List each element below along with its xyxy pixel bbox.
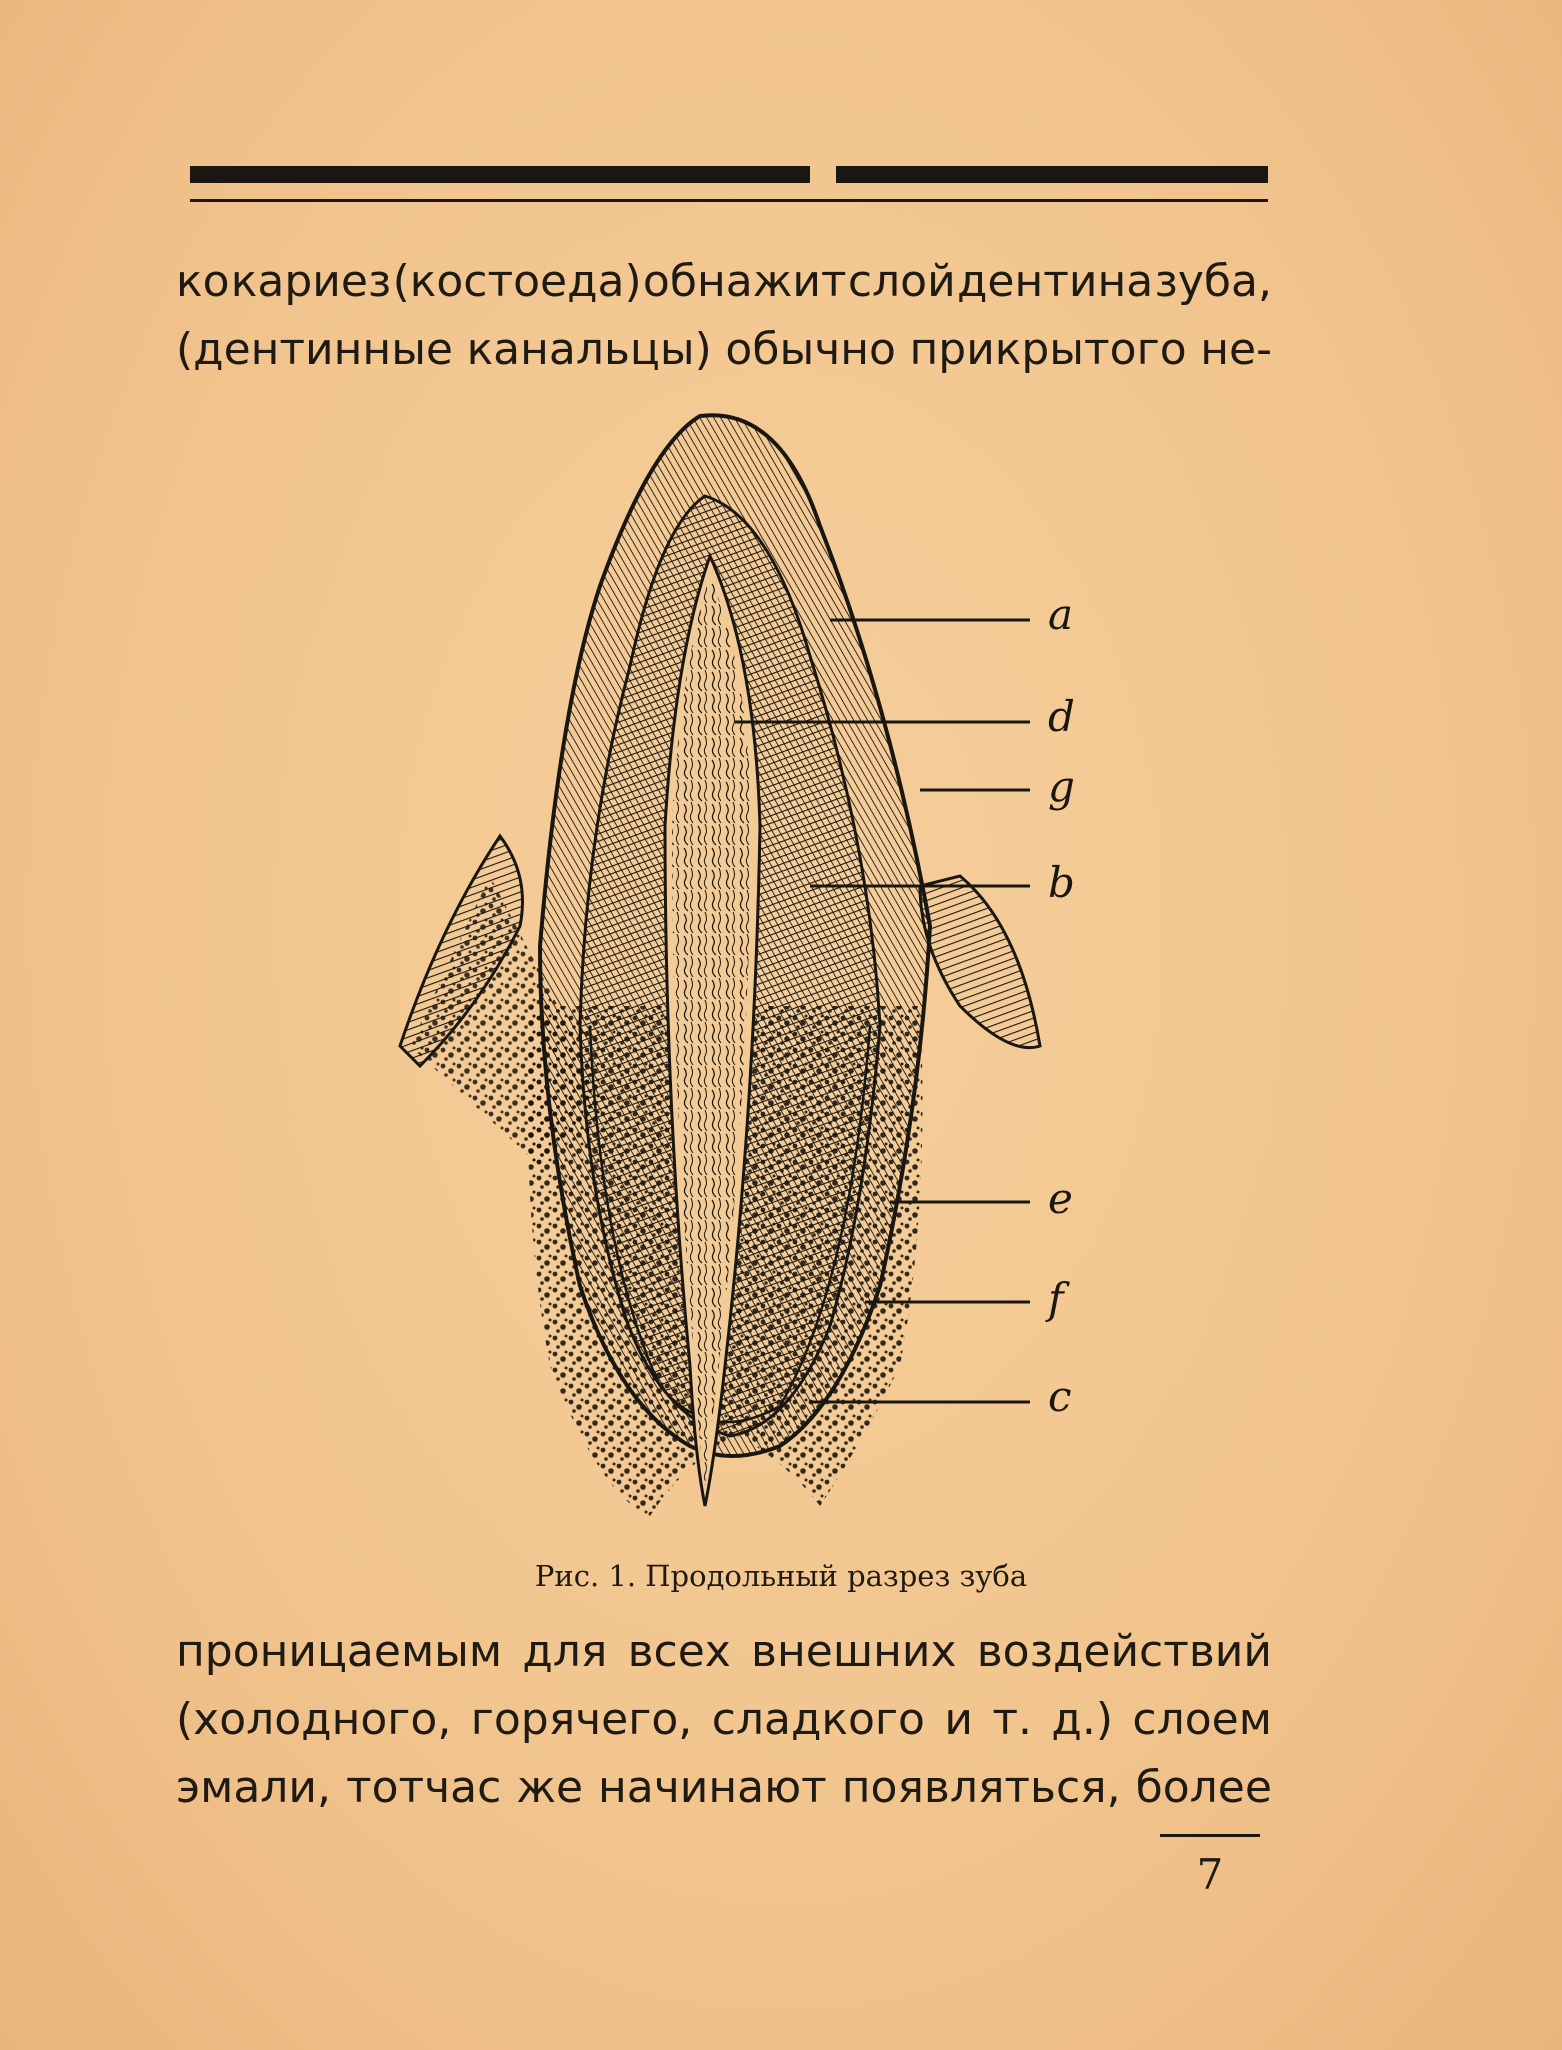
word: канальцы) — [466, 324, 712, 375]
word: воздействий — [976, 1626, 1272, 1677]
word: горячего, — [470, 1694, 693, 1745]
header-bar-right — [836, 166, 1268, 183]
word: (холодного, — [176, 1694, 452, 1745]
label-c: c — [1048, 1372, 1072, 1421]
word: проницаемым — [176, 1626, 503, 1677]
word: слой — [847, 256, 956, 307]
label-d: d — [1048, 692, 1075, 741]
word: эмали, — [176, 1762, 332, 1813]
word: ко — [176, 256, 230, 307]
word: внешних — [751, 1626, 957, 1677]
word: слоем — [1132, 1694, 1272, 1745]
word: и — [944, 1694, 973, 1745]
gum-right-tissue — [920, 876, 1040, 1048]
header-bar-left — [190, 166, 810, 183]
header-thin-rule — [190, 199, 1268, 202]
label-f: f — [1048, 1274, 1064, 1323]
tooth-cross-section-figure — [360, 406, 1090, 1526]
text-line — [176, 1686, 1272, 1754]
header-rule — [190, 166, 1268, 206]
word: зуба, — [1154, 256, 1272, 307]
page-number: 7 — [1196, 1850, 1224, 1899]
text-line — [176, 316, 1272, 384]
label-e: e — [1048, 1174, 1073, 1223]
word: обычно — [725, 324, 896, 375]
word: сладкого — [711, 1694, 925, 1745]
label-a: a — [1048, 590, 1074, 639]
word: для — [522, 1626, 608, 1677]
word: обнажит — [642, 256, 847, 307]
word: начинают — [598, 1762, 827, 1813]
text-line — [176, 248, 1272, 316]
paragraph-bottom — [176, 1618, 1272, 1822]
text-line — [176, 1754, 1272, 1822]
paragraph-top — [176, 248, 1272, 384]
word: всех — [627, 1626, 731, 1677]
word: тотчас — [346, 1762, 502, 1813]
label-b: b — [1048, 858, 1075, 907]
word: т. — [992, 1694, 1032, 1745]
page-number-rule — [1160, 1834, 1260, 1837]
word: кариез — [230, 256, 392, 307]
word: дентина — [956, 256, 1154, 307]
word: более — [1135, 1762, 1272, 1813]
figure-caption: Рис. 1. Продольный разрез зуба — [534, 1559, 1028, 1593]
word: д.) — [1051, 1694, 1113, 1745]
label-g: g — [1048, 762, 1075, 811]
word: не- — [1200, 324, 1272, 375]
word: (костоеда) — [392, 256, 642, 307]
word: же — [516, 1762, 584, 1813]
word: появляться, — [841, 1762, 1121, 1813]
tooth-illustration — [360, 406, 1090, 1526]
text-line — [176, 1618, 1272, 1686]
word: (дентинные — [176, 324, 453, 375]
word: прикрытого — [909, 324, 1187, 375]
